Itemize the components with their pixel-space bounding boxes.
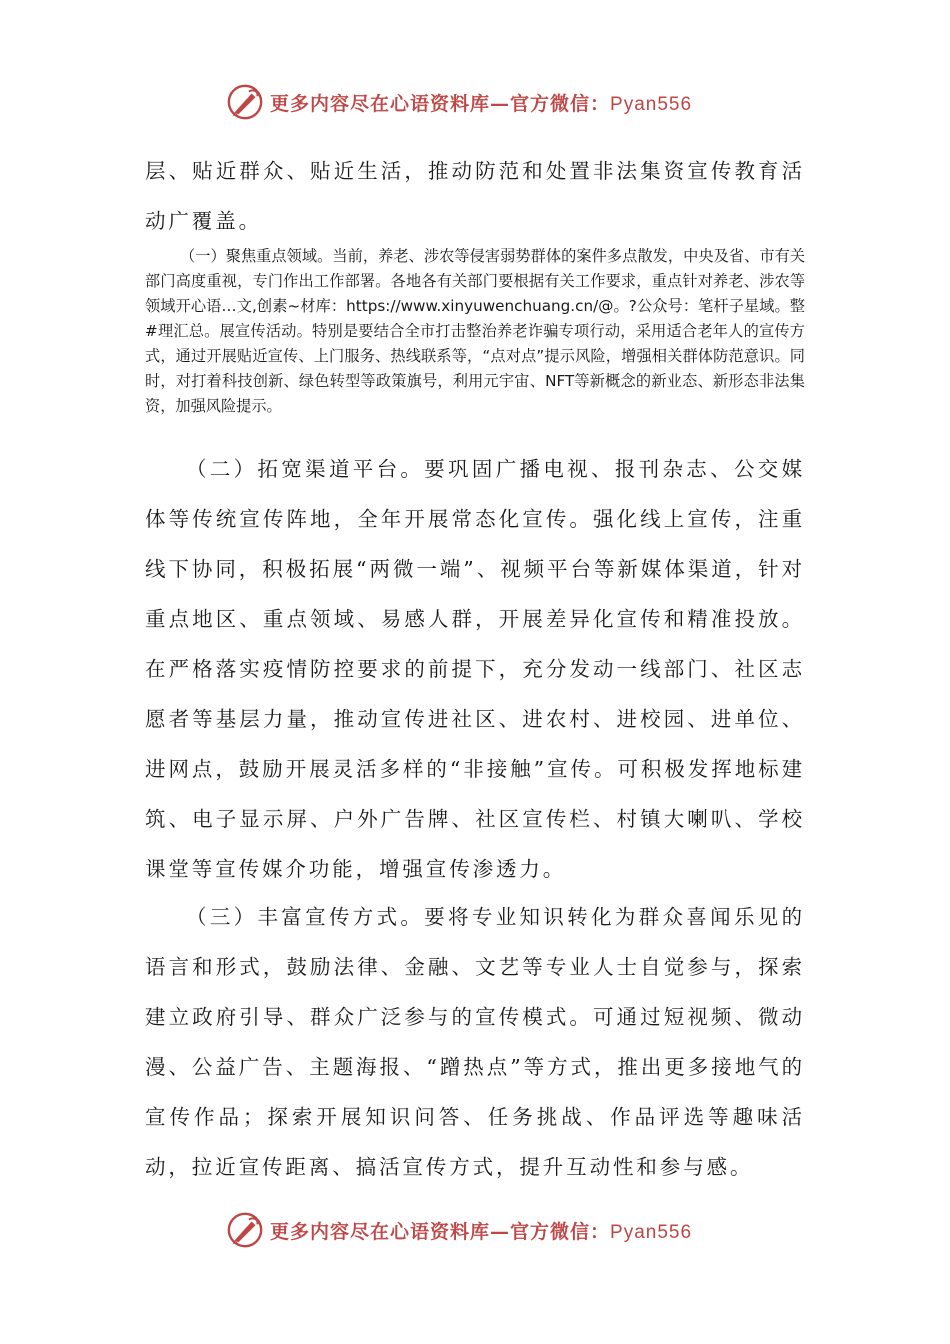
banner-text: 更多内容尽在心语资料库—官方微信：Pyan556	[270, 1220, 693, 1243]
paragraph-section-2: （二）拓宽渠道平台。要巩固广播电视、报刊杂志、公交媒体等传统宣传阵地，全年开展常态化宣传。强化线上宣传，注重线下协同，积极拓展“两微一端”、视频平台等新媒体渠道，针对重点地区、重点领域、易感人群，开展差异化宣传和精准投放。在严格落实疫情防控要求的前提下，充分发动一线部门、社区志愿者等基层力量，推动宣传进社区、进农村、进校园、进单位、进网点，鼓励开展灵活多样的“非接触”宣传。可积极发挥地标建筑、电子显示屏、户外广告牌、社区宣传栏、村镇大喇叭、学校课堂等宣传媒介功能，增强宣传渗透力。	[145, 457, 805, 881]
paragraph-intro: 层、贴近群众、贴近生活，推动防范和处置非法集资宣传教育活动广覆盖。	[145, 159, 805, 233]
pen-logo-icon	[226, 83, 264, 121]
paragraph-section-1: （一）聚焦重点领域。当前，养老、涉农等侵害弱势群体的案件多点散发，中央及省、市有关部门高度重视，专门作出工作部署。各地各有关部门要根据有关工作要求，重点针对养老、涉农等领域开心语…文,创素~材库：https://www.xinyuwenchuang.cn/@。?公众号：笔杆子星域。整#理汇总。展宣传活动。特别是要结合全市打击整治养老诈骗专项行动，采用适合老年人的宣传方式，通过开展贴近宣传、上门服务、热线联系等，“点对点”提示风险，增强相关群体防范意识。同时，对打着科技创新、绿色转型等政策旗号，利用元宇宙、NFT等新概念的新业态、新形态非法集资，加强风险提示。	[145, 247, 805, 415]
paragraph-continuation	[145, 146, 805, 246]
section-three	[145, 892, 805, 1192]
paragraph-section-3: （三）丰富宣传方式。要将专业知识转化为群众喜闻乐见的语言和形式，鼓励法律、金融、文艺等专业人士自觉参与，探索建立政府引导、群众广泛参与的宣传模式。可通过短视频、微动漫、公益广告、主题海报、“蹭热点”等方式，推出更多接地气的宣传作品；探索开展知识问答、任务挑战、作品评选等趣味活动，拉近宣传距离、搞活宣传方式，提升互动性和参与感。	[145, 905, 805, 1179]
watermark-banner-bottom	[226, 1210, 746, 1250]
watermark-banner-top	[226, 82, 746, 122]
section-one	[145, 244, 805, 419]
pen-logo-icon	[226, 1211, 264, 1249]
section-two	[145, 444, 805, 894]
banner-text: 更多内容尽在心语资料库—官方微信：Pyan556	[270, 92, 693, 115]
